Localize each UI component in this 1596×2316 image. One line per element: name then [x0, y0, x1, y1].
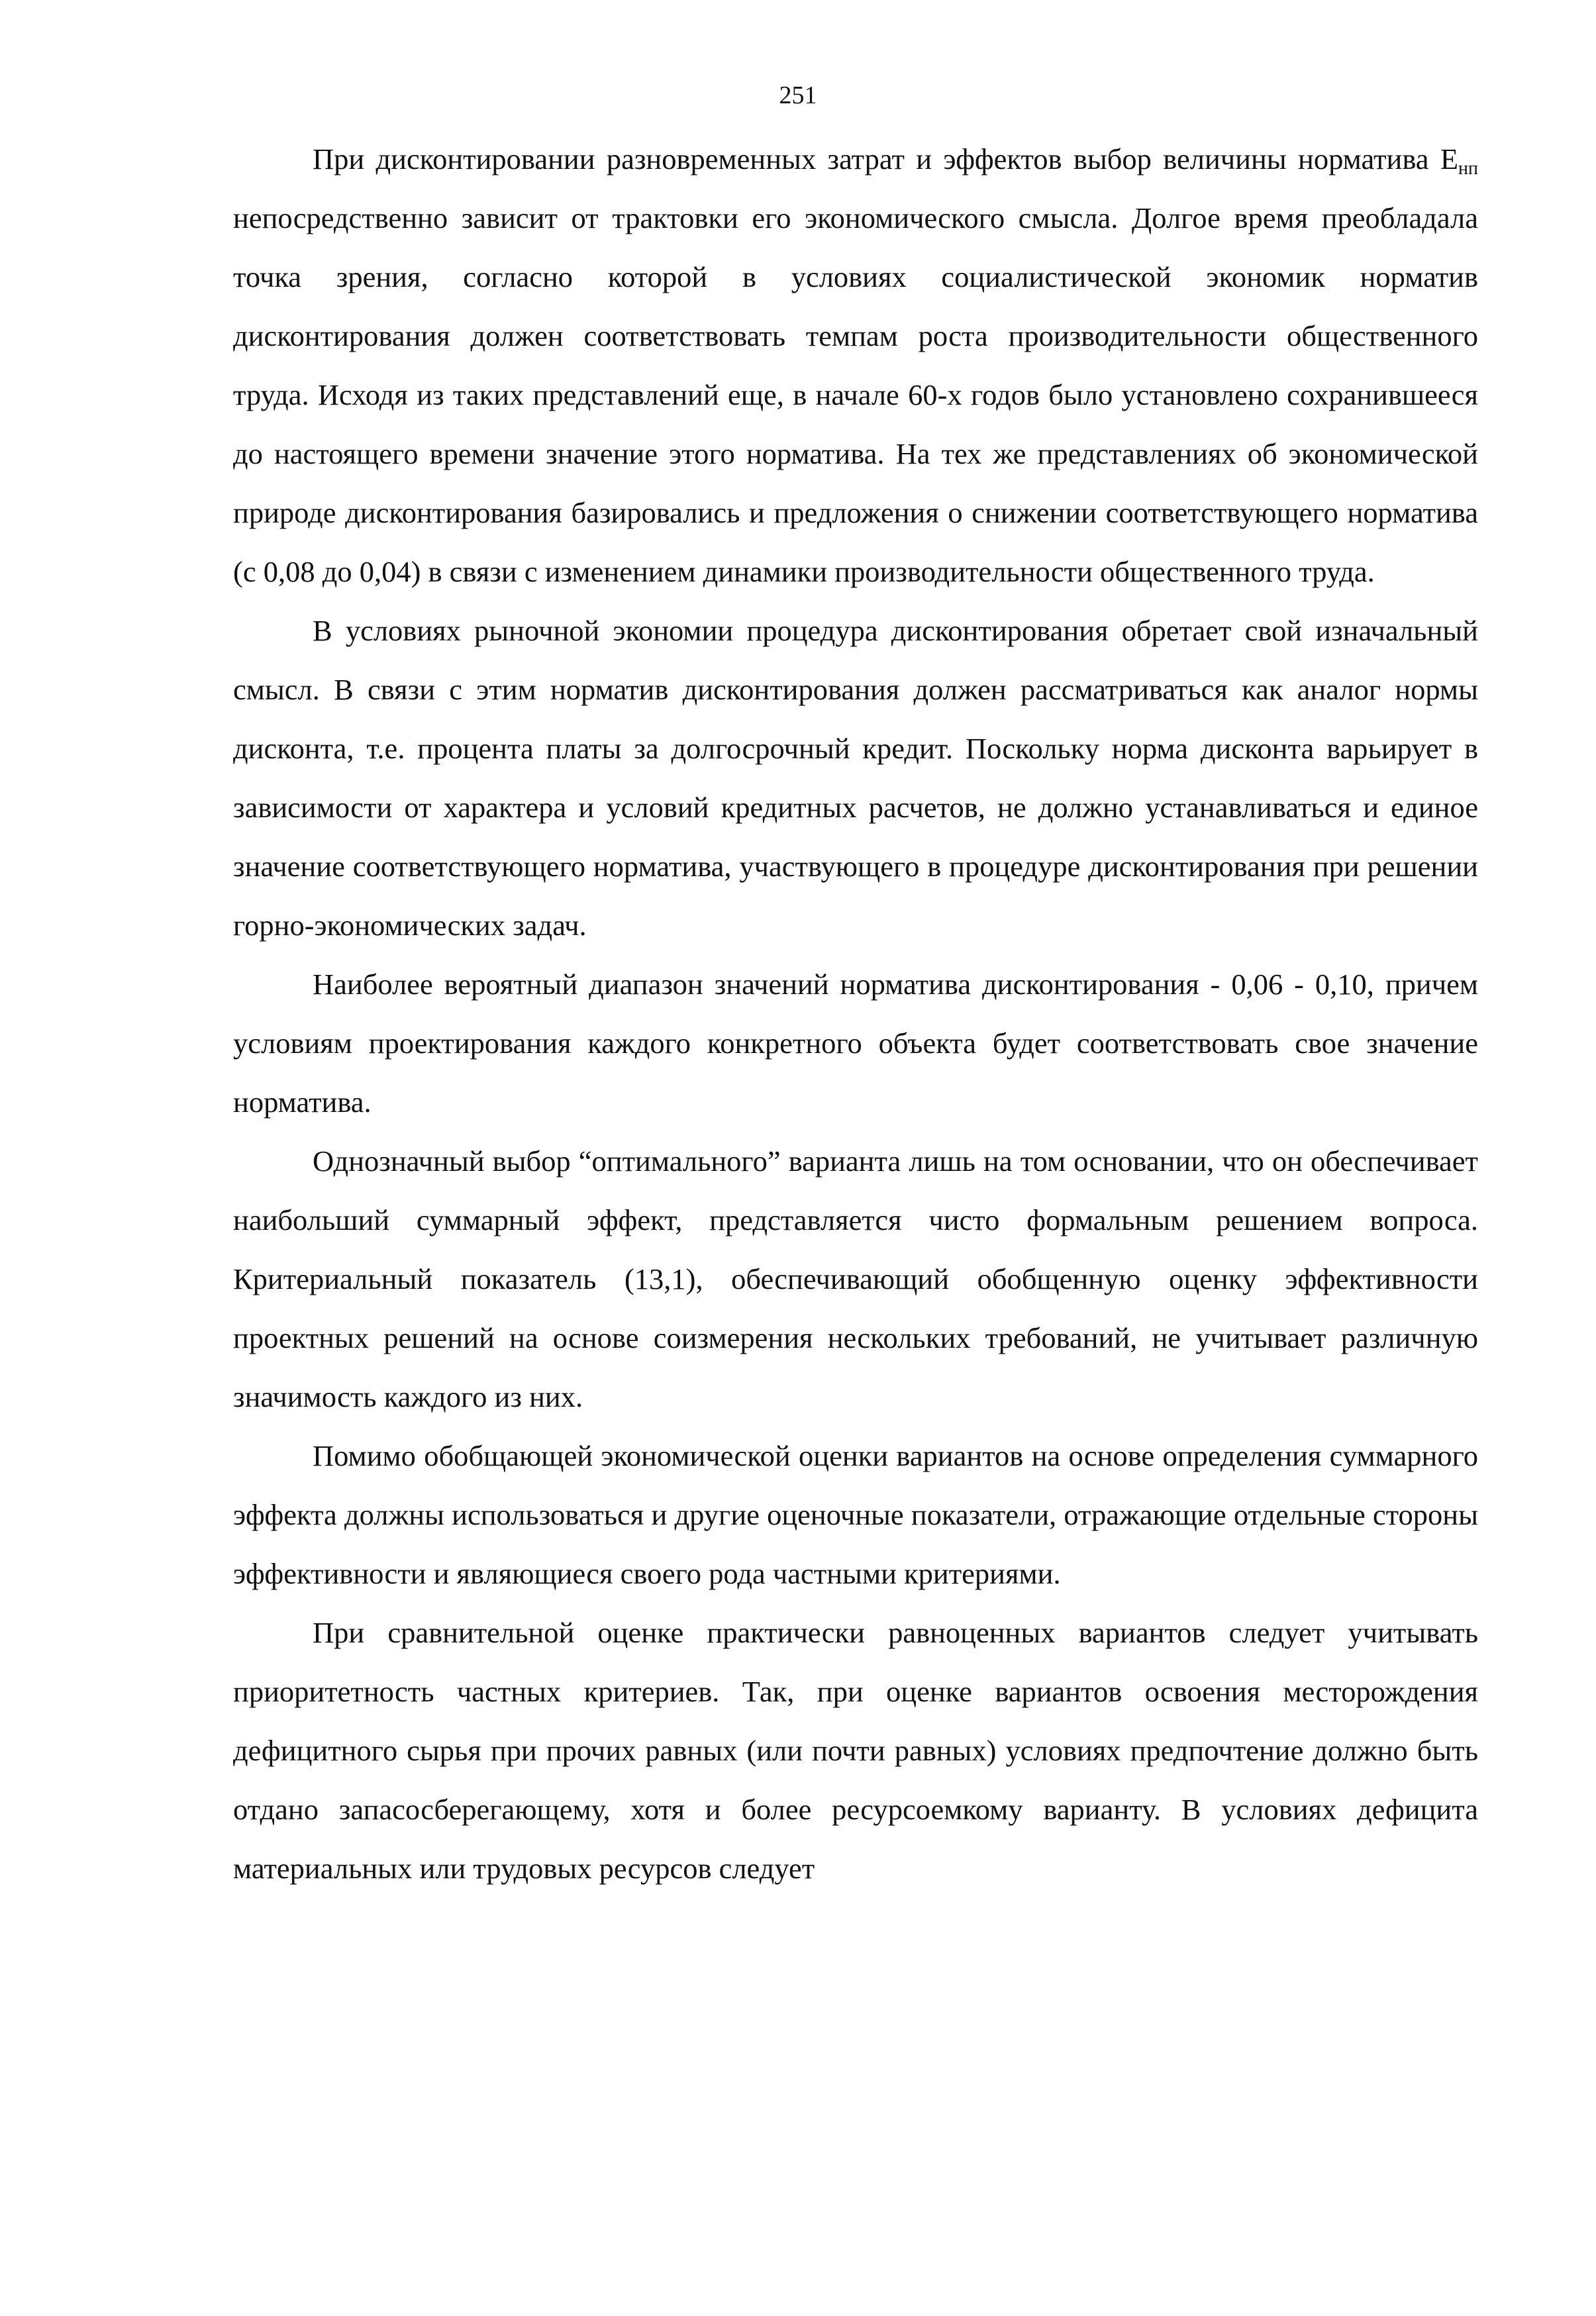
paragraph-1-text-before: При дисконтировании разновременных затрат и эффектов выбор величины норматива Е [313, 142, 1459, 176]
paragraph-1-text-after: непосредственно зависит от трактовки его экономического смысла. Долгое время преобладала точка зрения, согласно которой в условиях социалистической экономик норматив дисконтирования должен соответствовать темпам роста производительности общественного труда. Исходя из таких представлений еще, в начале 60-х годов было установлено сохранившееся до настоящего времени значение этого норматива. На тех же представлениях об экономической природе дисконтирования базировались и предложения о снижении соответствующего норматива (с 0,08 до 0,04) в связи с изменением динамики производительности общественного труда. [233, 201, 1478, 588]
paragraph-6: При сравнительной оценке практически равноценных вариантов следует учитывать приоритетность частных критериев. Так, при оценке вариантов освоения месторождения дефицитного сырья при прочих равных (или почти равных) условиях предпочтение должно быть отдано запасосберегающему, хотя и более ресурсоемкому варианту. В условиях дефицита материальных или трудовых ресурсов следует [233, 1616, 1478, 1885]
paragraph-1 [233, 130, 1478, 601]
norm-subscript: нп [1458, 158, 1478, 179]
page-number: 251 [779, 81, 817, 109]
body-text [233, 130, 1478, 1898]
paragraph-2: В условиях рыночной экономии процедура дисконтирования обретает свой изначальный смысл. В связи с этим норматив дисконтирования должен рассматриваться как аналог нормы дисконта, т.е. процента платы за долгосрочный кредит. Поскольку норма дисконта варьирует в зависимости от характера и условий кредитных расчетов, не должно устанавливаться и единое значение соответствующего норматива, участвующего в процедуре дисконтирования при решении горно-экономических задач. [233, 614, 1478, 942]
paragraph-4: Однозначный выбор “оптимального” варианта лишь на том основании, что он обеспечивает наибольший суммарный эффект, представляется чисто формальным решением вопроса. Критериальный показатель (13,1), обеспечивающий обобщенную оценку эффективности проектных решений на основе соизмерения нескольких требований, не учитывает различную значимость каждого из них. [233, 1144, 1478, 1413]
paragraph-3: Наиболее вероятный диапазон значений норматива дисконтирования - 0,06 - 0,10, причем условиям проектирования каждого конкретного объекта будет соответствовать свое значение норматива. [233, 968, 1478, 1119]
paragraph-5: Помимо обобщающей экономической оценки вариантов на основе определения суммарного эффекта должны использоваться и другие оценочные показатели, отражающие отдельные стороны эффективности и являющиеся своего рода частными критериями. [233, 1439, 1478, 1590]
